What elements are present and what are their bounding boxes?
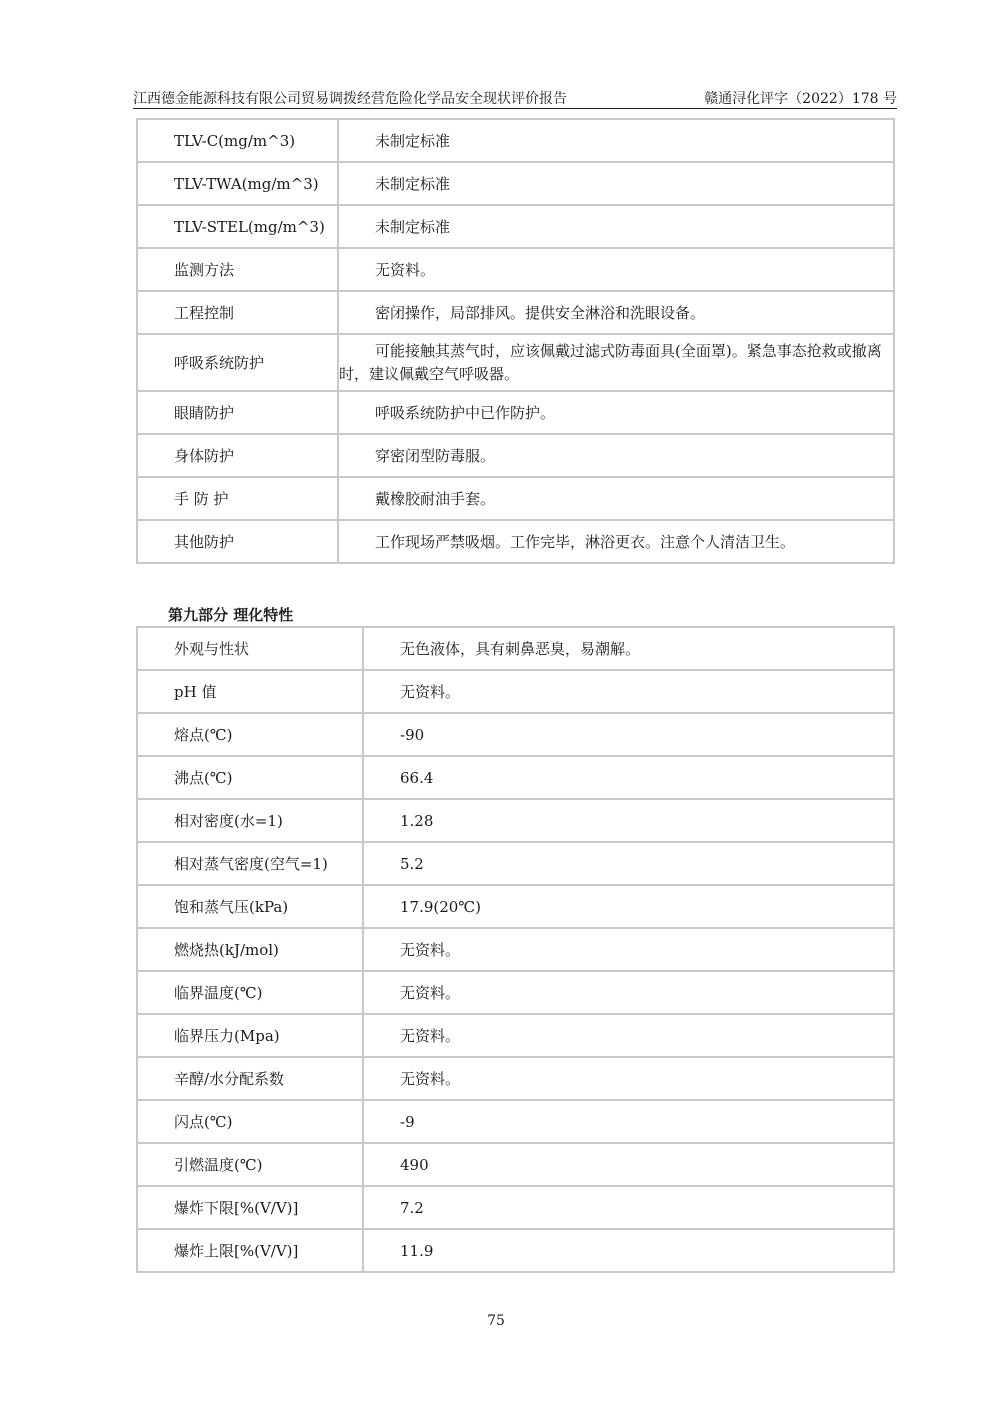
row-value: 无资料。 [363, 1014, 894, 1057]
table-row [137, 799, 894, 842]
row-label: 燃烧热(kJ/mol) [137, 928, 363, 971]
row-value: 未制定标准 [338, 205, 894, 248]
row-value: 无资料。 [363, 670, 894, 713]
section-title: 第九部分 理化特性 [168, 606, 294, 624]
row-label: 辛醇/水分配系数 [137, 1057, 363, 1100]
table-row [137, 1229, 894, 1272]
row-value: 戴橡胶耐油手套。 [338, 477, 894, 520]
header-report-title: 江西德金能源科技有限公司贸易调拨经营危险化学品安全现状评价报告 [133, 91, 567, 107]
row-value: -90 [363, 713, 894, 756]
row-value: 穿密闭型防毒服。 [338, 434, 894, 477]
row-value: 工作现场严禁吸烟。工作完毕，淋浴更衣。注意个人清洁卫生。 [338, 520, 894, 563]
row-label: 爆炸上限[%(V/V)] [137, 1229, 363, 1272]
row-label: TLV-TWA(mg/m^3) [137, 162, 338, 205]
row-value: 17.9(20℃) [363, 885, 894, 928]
row-label: TLV-STEL(mg/m^3) [137, 205, 338, 248]
row-label: 临界温度(℃) [137, 971, 363, 1014]
row-value: 无资料。 [363, 928, 894, 971]
table-row [137, 119, 894, 162]
row-label: 其他防护 [137, 520, 338, 563]
table-row [137, 1186, 894, 1229]
table-row [137, 1057, 894, 1100]
table-row [137, 205, 894, 248]
table-row [137, 885, 894, 928]
row-value: 未制定标准 [338, 119, 894, 162]
row-label: 外观与性状 [137, 627, 363, 670]
row-label: 相对蒸气密度(空气=1) [137, 842, 363, 885]
row-value: 未制定标准 [338, 162, 894, 205]
table-row [137, 971, 894, 1014]
table-row [137, 248, 894, 291]
row-label: 爆炸下限[%(V/V)] [137, 1186, 363, 1229]
row-value: 无资料。 [338, 248, 894, 291]
header-report-number: 赣通浔化评字（2022）178 号 [704, 91, 897, 107]
row-value: 无资料。 [363, 971, 894, 1014]
table-row [137, 756, 894, 799]
table-row [137, 670, 894, 713]
table-row [137, 520, 894, 563]
table-row [137, 291, 894, 334]
page-header [133, 86, 897, 109]
page-number: 75 [487, 1313, 505, 1329]
row-label: 临界压力(Mpa) [137, 1014, 363, 1057]
row-label: 监测方法 [137, 248, 338, 291]
row-value: 7.2 [363, 1186, 894, 1229]
row-value: 密闭操作，局部排风。提供安全淋浴和洗眼设备。 [338, 291, 894, 334]
protection-table [136, 118, 895, 564]
physical-properties-table [136, 626, 895, 1273]
row-label: 呼吸系统防护 [137, 334, 338, 391]
row-value: 11.9 [363, 1229, 894, 1272]
row-value: 490 [363, 1143, 894, 1186]
table-row [137, 434, 894, 477]
row-label: 饱和蒸气压(kPa) [137, 885, 363, 928]
row-label: 闪点(℃) [137, 1100, 363, 1143]
table-row [137, 477, 894, 520]
row-label: 工程控制 [137, 291, 338, 334]
table-row [137, 627, 894, 670]
row-label: TLV-C(mg/m^3) [137, 119, 338, 162]
table-row [137, 391, 894, 434]
row-value: 1.28 [363, 799, 894, 842]
row-value: 无资料。 [363, 1057, 894, 1100]
row-label: pH 值 [137, 670, 363, 713]
row-value: 66.4 [363, 756, 894, 799]
table-row [137, 334, 894, 391]
table-row [137, 162, 894, 205]
table-row [137, 842, 894, 885]
row-value: 5.2 [363, 842, 894, 885]
table-row [137, 1014, 894, 1057]
row-value-wrapped [338, 334, 894, 391]
table-row [137, 928, 894, 971]
row-label: 熔点(℃) [137, 713, 363, 756]
table-row [137, 1100, 894, 1143]
row-value: 呼吸系统防护中已作防护。 [338, 391, 894, 434]
row-label: 身体防护 [137, 434, 338, 477]
row-label: 引燃温度(℃) [137, 1143, 363, 1186]
row-label: 眼睛防护 [137, 391, 338, 434]
row-value: 可能接触其蒸气时，应该佩戴过滤式防毒面具(全面罩)。紧急事态抢救或撤离时，建议佩戴空气呼吸器。 [339, 341, 882, 383]
table-row [137, 1143, 894, 1186]
row-value: 无色液体，具有刺鼻恶臭，易潮解。 [363, 627, 894, 670]
table-row [137, 713, 894, 756]
row-label: 手 防 护 [137, 477, 338, 520]
row-label: 沸点(℃) [137, 756, 363, 799]
row-label: 相对密度(水=1) [137, 799, 363, 842]
row-value: -9 [363, 1100, 894, 1143]
